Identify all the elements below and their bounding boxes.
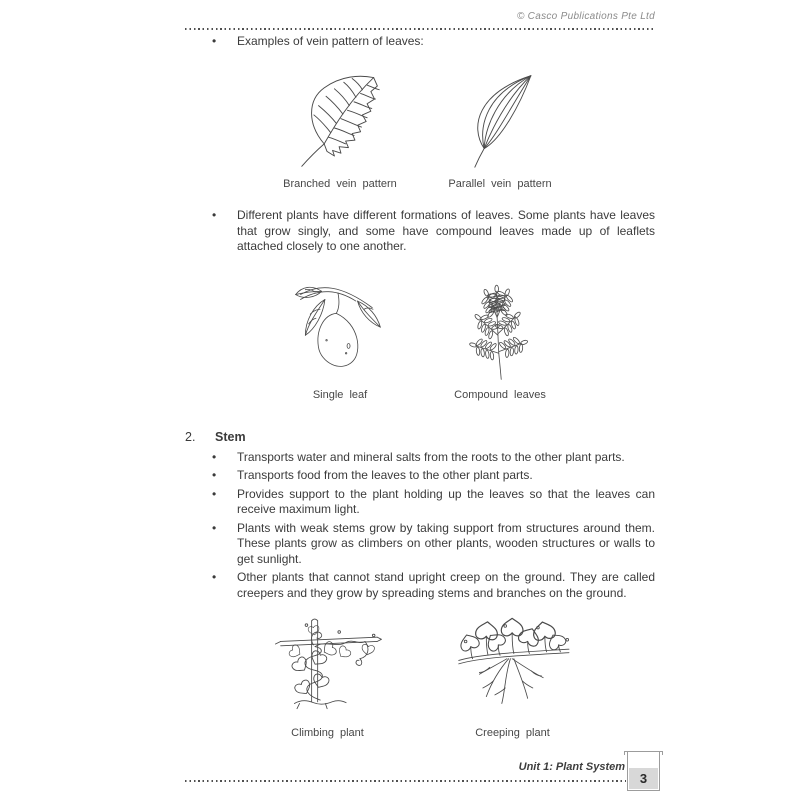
footer-unit-label: Unit 1: Plant System	[518, 761, 625, 773]
list-item	[212, 521, 655, 568]
list-item	[212, 468, 655, 484]
beaker-rim	[624, 751, 663, 755]
figure-compound-leaves	[425, 275, 575, 404]
bullet-glyph: •	[212, 520, 217, 535]
compound-leaves-icon	[439, 275, 561, 381]
list-item	[212, 450, 655, 466]
figure-caption: Branched vein pattern	[283, 177, 397, 190]
parallel-vein-leaf-icon	[453, 72, 548, 170]
figure-caption: Compound leaves	[454, 388, 546, 401]
bullet-glyph: •	[212, 570, 217, 584]
figure-caption: Climbing plant	[291, 727, 364, 739]
list-item	[212, 34, 655, 50]
creeping-plant-icon	[437, 607, 589, 719]
page-number: 3	[629, 768, 658, 789]
page-number-beaker-icon	[627, 751, 660, 791]
footer-divider	[185, 780, 626, 782]
list-item	[212, 570, 655, 601]
stem-figures	[185, 607, 655, 742]
leaf-formation-paragraph	[185, 208, 655, 255]
figure-caption: Parallel vein pattern	[448, 177, 552, 190]
figure-climbing-plant	[245, 607, 410, 742]
stem-point-text: Provides support to the plant holding up the leaves so that the leaves can receive maximum light.	[237, 486, 655, 516]
figure-caption: Creeping plant	[475, 727, 550, 739]
stem-point-text: Transports food from the leaves to the other plant parts.	[237, 468, 533, 482]
leaves-intro-list	[185, 34, 655, 50]
section-title: Stem	[215, 430, 246, 444]
bullet-glyph: •	[212, 449, 217, 464]
stem-point-text: Plants with weak stems grow by taking support from structures around them. These plants grow as climbers on other plants, wooden structures or walls to get sunlight.	[237, 520, 655, 566]
figure-parallel-vein	[425, 72, 575, 193]
bullet-glyph: •	[212, 486, 217, 501]
figure-caption: Single leaf	[312, 388, 368, 401]
leaf-formation-figures	[185, 275, 655, 404]
bullet-glyph: •	[212, 208, 217, 222]
climbing-plant-icon	[252, 607, 404, 719]
stem-point-text: Transports water and mineral salts from the roots to the other plant parts.	[237, 449, 625, 464]
leaves-intro-text: Examples of vein pattern of leaves:	[237, 34, 424, 48]
header-divider	[185, 28, 655, 30]
vein-pattern-figures	[185, 72, 655, 193]
stem-points-list	[185, 450, 655, 602]
bullet-glyph: •	[212, 468, 217, 482]
figure-branched-vein	[265, 72, 415, 193]
bullet-glyph: •	[212, 34, 217, 48]
single-leaf-fruit-icon	[279, 275, 401, 381]
section-number: 2.	[185, 430, 196, 444]
leaf-formation-text: Different plants have different formations of leaves. Some plants have leaves that grow singly, and some have compound leaves made up of leaflets attached closely to one another.	[237, 208, 655, 253]
copyright-notice: © Casco Publications Pte Ltd	[516, 11, 655, 22]
figure-creeping-plant	[430, 607, 595, 742]
list-item	[212, 487, 655, 518]
page-content	[185, 34, 655, 742]
figure-single-leaf	[265, 275, 415, 404]
branched-vein-leaf-icon	[283, 72, 398, 170]
stem-section-heading	[185, 430, 655, 446]
stem-point-text: Other plants that cannot stand upright creep on the ground. They are called creepers and they grow by spreading stems and branches on the ground.	[237, 570, 655, 600]
